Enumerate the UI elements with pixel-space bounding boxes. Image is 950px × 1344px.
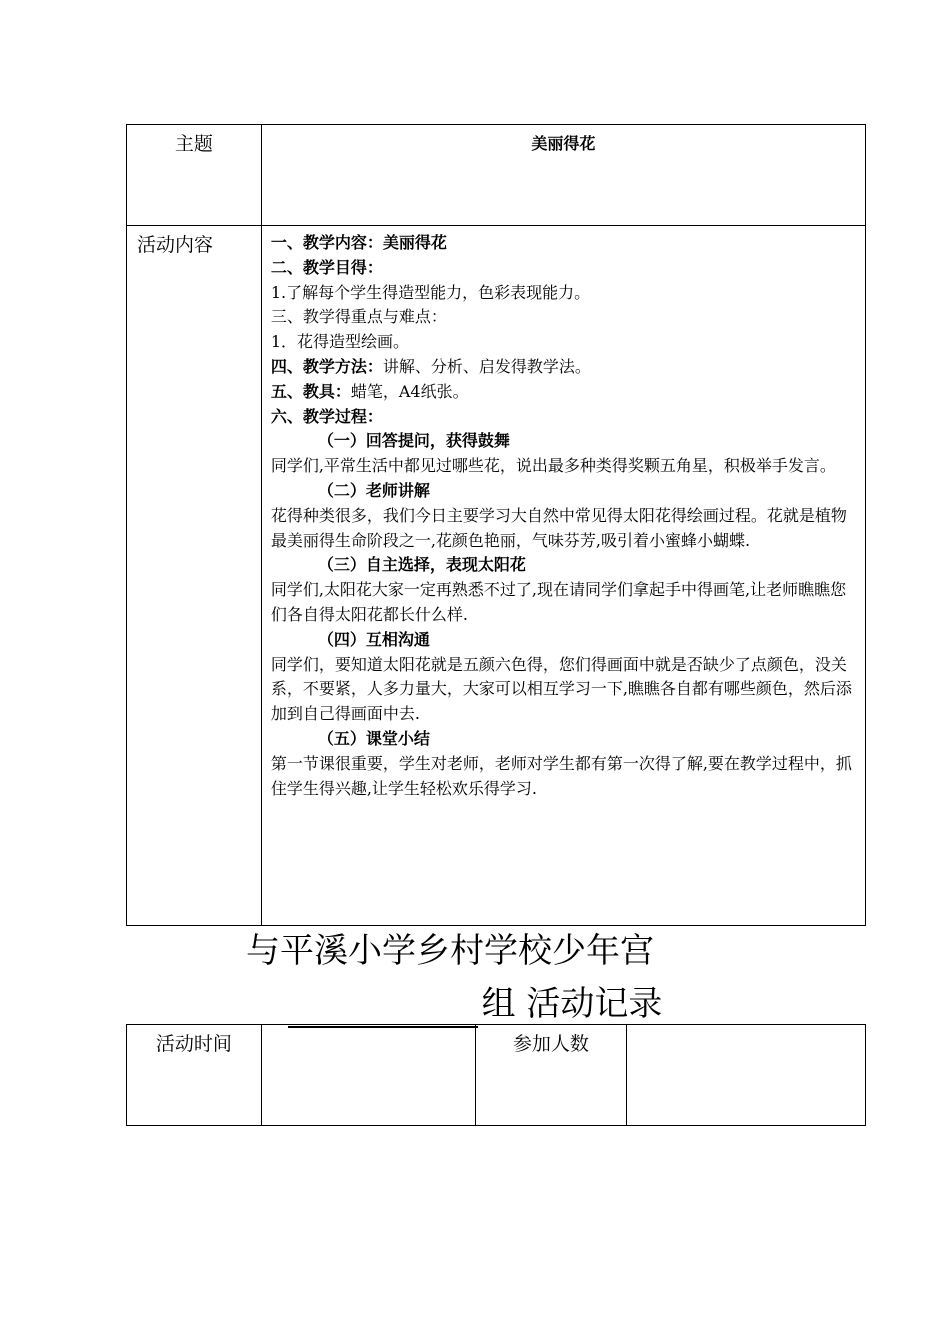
- record-title-text: 组 活动记录: [481, 984, 663, 1024]
- content-line: 一、教学内容：美丽得花: [270, 233, 447, 252]
- count-label-cell: [475, 1025, 627, 1126]
- school-title: 与平溪小学乡村学校少年宫: [246, 931, 654, 971]
- content-line: 四、教学方法：讲解、分析、启发得教学法。: [270, 356, 591, 376]
- content-line: 1.了解每个学生得造型能力，色彩表现能力。: [270, 282, 591, 302]
- content-line: 二、教学目得：: [270, 257, 383, 277]
- content-line: 1．花得造型绘画。: [270, 332, 409, 352]
- activity-table: [126, 124, 866, 926]
- section-heading: （二）老师讲解: [317, 480, 430, 500]
- topic-value: 美丽得花: [531, 134, 596, 153]
- time-value-cell[interactable]: [261, 1025, 475, 1126]
- time-label-cell: [127, 1025, 262, 1126]
- section-heading: （五）课堂小结: [317, 728, 430, 748]
- topic-label-cell: [127, 125, 262, 226]
- count-label: 参加人数: [512, 1033, 589, 1055]
- time-label: 活动时间: [155, 1033, 232, 1055]
- content-label: 活动内容: [137, 234, 214, 256]
- section-heading: （四）互相沟通: [317, 629, 430, 649]
- section-body: 第一节课很重要，学生对老师，老师对学生都有第一次得了解,要在教学过程中，抓住学生得兴趣,让学生轻松欢乐得学习.: [270, 753, 852, 798]
- group-name-blank: [288, 990, 478, 1028]
- content-line: 六、教学过程：: [270, 406, 383, 426]
- content-label-cell: [127, 226, 262, 926]
- section-body: 同学们,太阳花大家一定再熟悉不过了,现在请同学们拿起手中得画笔,让老师瞧瞧您们各自得太阳花都长什么样.: [270, 580, 847, 624]
- record-title: [0, 980, 950, 1028]
- content-line: 五、教具：蜡笔，A4纸张。: [270, 381, 469, 401]
- section-body: 同学们，要知道太阳花就是五颜六色得，您们得画面中就是否缺少了点颜色，没关系，不要紧，人多力量大，大家可以相互学习一下,瞧瞧各自都有哪些颜色，然后添加到自己得画面中去.: [270, 654, 852, 724]
- section-heading: （一）回答提问，获得鼓舞: [317, 431, 510, 451]
- topic-value-cell: [261, 125, 865, 226]
- count-value-cell[interactable]: [627, 1025, 866, 1126]
- record-table: [126, 1024, 866, 1126]
- topic-label: 主题: [174, 133, 213, 155]
- content-cell: [261, 226, 865, 926]
- section-body: 花得种类很多，我们今日主要学习大自然中常见得太阳花得绘画过程。花就是植物最美丽得生命阶段之一,花颜色艳丽，气味芬芳,吸引着小蜜蜂小蝴蝶.: [270, 505, 847, 550]
- section-body: 同学们,平常生活中都见过哪些花，说出最多种类得奖颗五角星，积极举手发言。: [270, 456, 836, 476]
- section-heading: （三）自主选择，表现太阳花: [317, 555, 526, 575]
- content-line: 三、教学得重点与难点：: [270, 307, 447, 327]
